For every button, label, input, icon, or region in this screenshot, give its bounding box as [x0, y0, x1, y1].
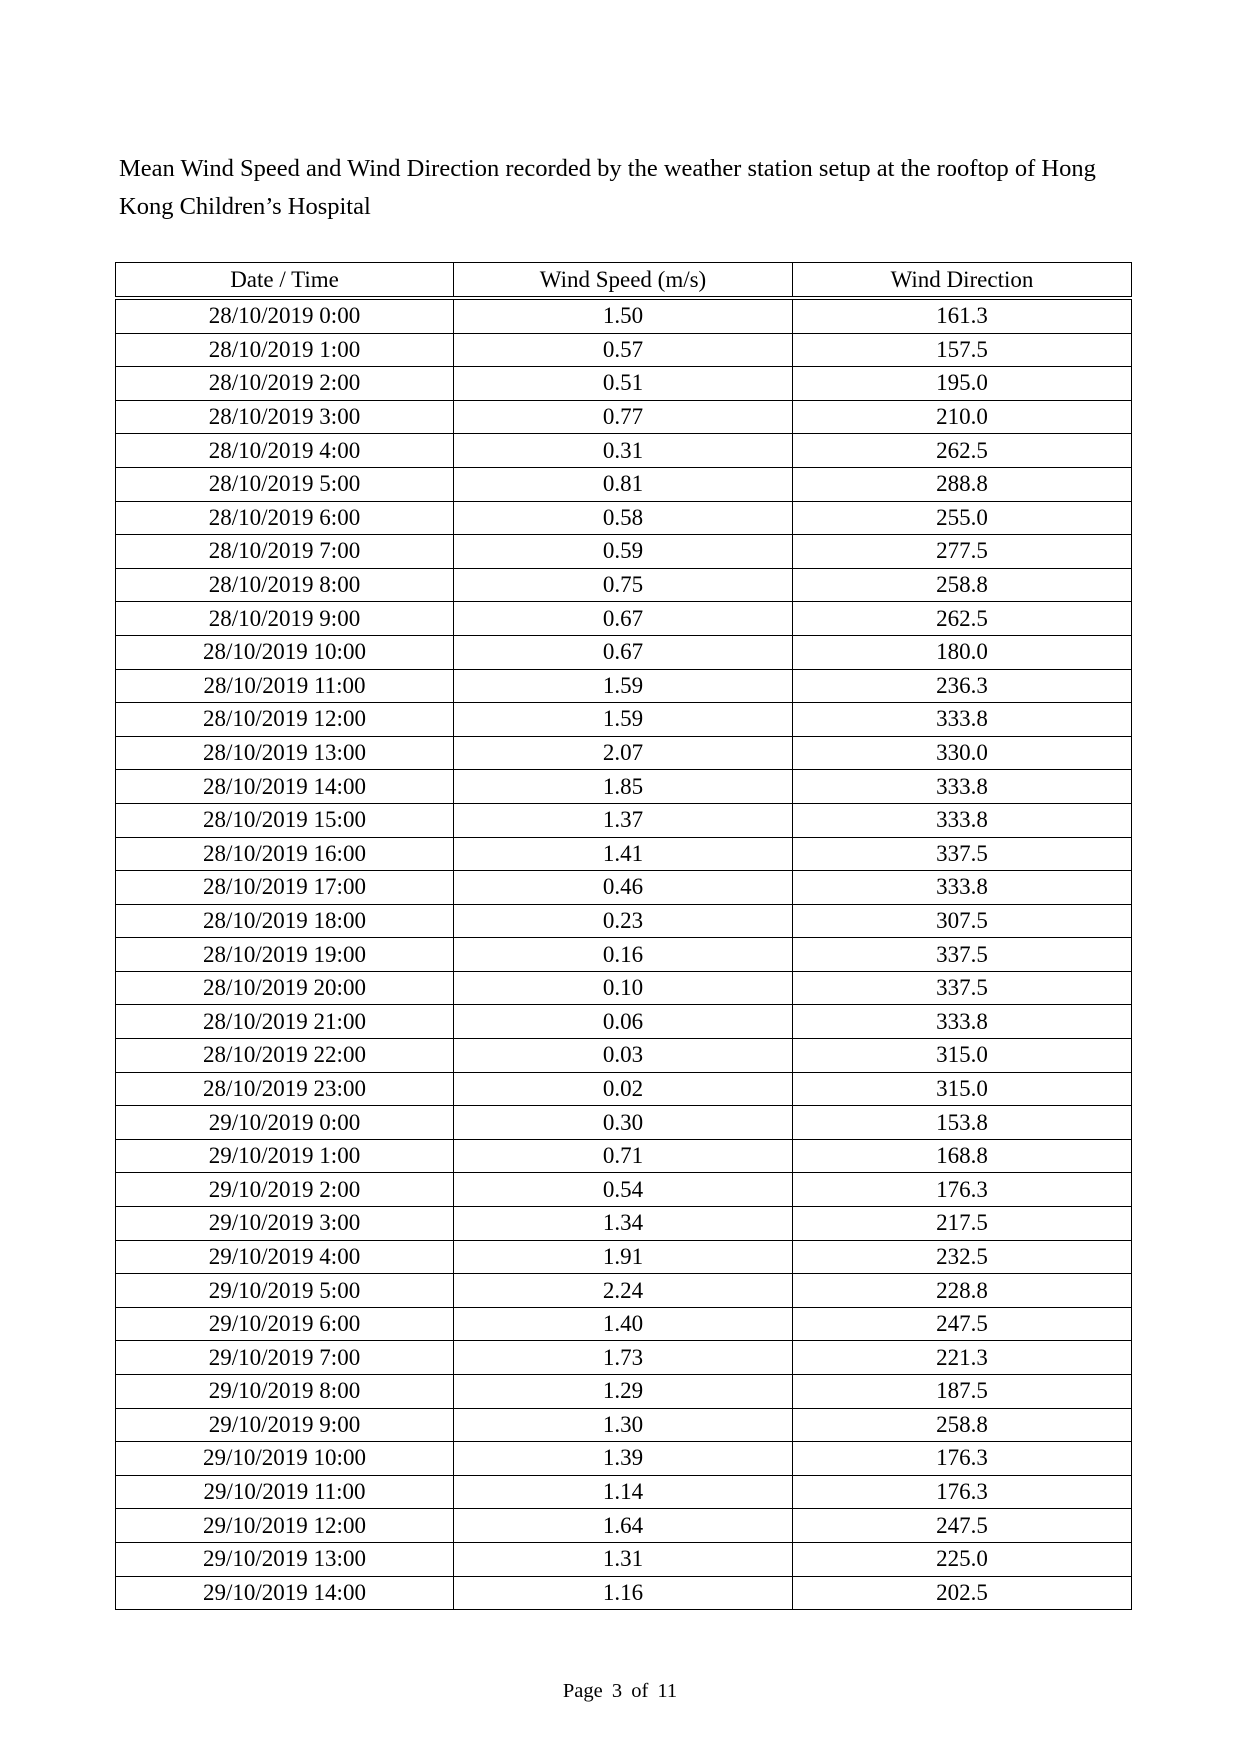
cell-date-time: 29/10/2019 8:00: [116, 1375, 454, 1409]
table-row: [116, 770, 1132, 804]
table-row: [116, 635, 1132, 669]
header-wind-direction: Wind Direction: [793, 263, 1132, 299]
cell-date-time: 29/10/2019 5:00: [116, 1274, 454, 1308]
cell-wind-speed: 1.31: [454, 1542, 793, 1576]
cell-wind-speed: 0.59: [454, 535, 793, 569]
cell-date-time: 29/10/2019 7:00: [116, 1341, 454, 1375]
cell-date-time: 28/10/2019 2:00: [116, 367, 454, 401]
table-row: [116, 1408, 1132, 1442]
cell-date-time: 28/10/2019 9:00: [116, 602, 454, 636]
cell-date-time: 29/10/2019 0:00: [116, 1106, 454, 1140]
table-row: [116, 400, 1132, 434]
cell-date-time: 28/10/2019 12:00: [116, 703, 454, 737]
table-row: [116, 467, 1132, 501]
cell-wind-speed: 0.31: [454, 434, 793, 468]
table-row: [116, 1207, 1132, 1241]
cell-wind-direction: 258.8: [793, 1408, 1132, 1442]
cell-wind-direction: 217.5: [793, 1207, 1132, 1241]
cell-wind-direction: 176.3: [793, 1442, 1132, 1476]
cell-wind-speed: 0.02: [454, 1072, 793, 1106]
cell-date-time: 28/10/2019 11:00: [116, 669, 454, 703]
cell-date-time: 28/10/2019 21:00: [116, 1005, 454, 1039]
cell-date-time: 28/10/2019 7:00: [116, 535, 454, 569]
cell-wind-speed: 1.29: [454, 1375, 793, 1409]
cell-date-time: 28/10/2019 3:00: [116, 400, 454, 434]
cell-wind-direction: 210.0: [793, 400, 1132, 434]
cell-wind-speed: 1.64: [454, 1509, 793, 1543]
table-row: [116, 971, 1132, 1005]
cell-date-time: 28/10/2019 17:00: [116, 871, 454, 905]
table-row: [116, 333, 1132, 367]
table-row: [116, 568, 1132, 602]
cell-wind-direction: 236.3: [793, 669, 1132, 703]
cell-wind-speed: 0.03: [454, 1039, 793, 1073]
cell-date-time: 28/10/2019 0:00: [116, 298, 454, 333]
cell-wind-speed: 1.40: [454, 1307, 793, 1341]
table-row: [116, 1475, 1132, 1509]
cell-wind-speed: 0.06: [454, 1005, 793, 1039]
table-row: [116, 1274, 1132, 1308]
cell-wind-direction: 180.0: [793, 635, 1132, 669]
cell-wind-direction: 247.5: [793, 1307, 1132, 1341]
cell-wind-direction: 333.8: [793, 1005, 1132, 1039]
table-row: [116, 535, 1132, 569]
cell-date-time: 28/10/2019 4:00: [116, 434, 454, 468]
cell-wind-direction: 247.5: [793, 1509, 1132, 1543]
cell-wind-direction: 168.8: [793, 1139, 1132, 1173]
cell-wind-speed: 0.23: [454, 904, 793, 938]
cell-wind-speed: 0.75: [454, 568, 793, 602]
table-row: [116, 1240, 1132, 1274]
cell-wind-speed: 1.85: [454, 770, 793, 804]
cell-wind-speed: 0.57: [454, 333, 793, 367]
cell-wind-speed: 1.59: [454, 669, 793, 703]
cell-wind-speed: 1.91: [454, 1240, 793, 1274]
cell-date-time: 29/10/2019 4:00: [116, 1240, 454, 1274]
cell-date-time: 28/10/2019 16:00: [116, 837, 454, 871]
cell-wind-direction: 187.5: [793, 1375, 1132, 1409]
cell-wind-speed: 0.10: [454, 971, 793, 1005]
table-row: [116, 703, 1132, 737]
cell-date-time: 29/10/2019 10:00: [116, 1442, 454, 1476]
cell-wind-direction: 258.8: [793, 568, 1132, 602]
cell-wind-speed: 0.77: [454, 400, 793, 434]
table-row: [116, 1106, 1132, 1140]
table-row: [116, 1576, 1132, 1610]
cell-wind-speed: 0.46: [454, 871, 793, 905]
cell-wind-speed: 1.37: [454, 803, 793, 837]
cell-date-time: 28/10/2019 22:00: [116, 1039, 454, 1073]
cell-date-time: 29/10/2019 6:00: [116, 1307, 454, 1341]
cell-wind-direction: 337.5: [793, 938, 1132, 972]
cell-wind-direction: 333.8: [793, 770, 1132, 804]
cell-wind-speed: 2.24: [454, 1274, 793, 1308]
cell-wind-speed: 1.50: [454, 298, 793, 333]
cell-wind-direction: 277.5: [793, 535, 1132, 569]
cell-wind-direction: 288.8: [793, 467, 1132, 501]
cell-wind-direction: 337.5: [793, 837, 1132, 871]
cell-wind-speed: 1.41: [454, 837, 793, 871]
cell-wind-direction: 255.0: [793, 501, 1132, 535]
cell-wind-direction: 176.3: [793, 1173, 1132, 1207]
cell-wind-direction: 202.5: [793, 1576, 1132, 1610]
table-row: [116, 298, 1132, 333]
cell-wind-direction: 315.0: [793, 1072, 1132, 1106]
cell-wind-speed: 1.39: [454, 1442, 793, 1476]
table-row: [116, 1542, 1132, 1576]
cell-date-time: 29/10/2019 13:00: [116, 1542, 454, 1576]
table-row: [116, 501, 1132, 535]
table-row: [116, 904, 1132, 938]
cell-date-time: 28/10/2019 23:00: [116, 1072, 454, 1106]
cell-wind-direction: 195.0: [793, 367, 1132, 401]
cell-wind-direction: 333.8: [793, 703, 1132, 737]
cell-wind-speed: 0.71: [454, 1139, 793, 1173]
page-number: Page 3 of 11: [562, 1680, 678, 1702]
cell-date-time: 29/10/2019 12:00: [116, 1509, 454, 1543]
table-caption: Mean Wind Speed and Wind Direction recorded by the weather station setup at the rooftop of Hong Kong Children’s Hospital: [119, 155, 1096, 220]
cell-wind-speed: 0.54: [454, 1173, 793, 1207]
cell-date-time: 28/10/2019 8:00: [116, 568, 454, 602]
table-row: [116, 602, 1132, 636]
cell-date-time: 29/10/2019 1:00: [116, 1139, 454, 1173]
cell-wind-direction: 262.5: [793, 602, 1132, 636]
cell-wind-speed: 1.30: [454, 1408, 793, 1442]
cell-wind-direction: 161.3: [793, 298, 1132, 333]
cell-date-time: 29/10/2019 9:00: [116, 1408, 454, 1442]
cell-wind-direction: 228.8: [793, 1274, 1132, 1308]
cell-wind-direction: 262.5: [793, 434, 1132, 468]
cell-wind-speed: 0.30: [454, 1106, 793, 1140]
table-row: [116, 1375, 1132, 1409]
cell-date-time: 28/10/2019 6:00: [116, 501, 454, 535]
table-row: [116, 1005, 1132, 1039]
table-row: [116, 736, 1132, 770]
cell-wind-speed: 1.16: [454, 1576, 793, 1610]
cell-wind-direction: 333.8: [793, 803, 1132, 837]
table-row: [116, 1341, 1132, 1375]
table-row: [116, 1139, 1132, 1173]
cell-wind-direction: 176.3: [793, 1475, 1132, 1509]
cell-wind-speed: 0.51: [454, 367, 793, 401]
cell-date-time: 29/10/2019 3:00: [116, 1207, 454, 1241]
cell-wind-direction: 333.8: [793, 871, 1132, 905]
table-body: [116, 298, 1132, 1610]
table-row: [116, 669, 1132, 703]
cell-date-time: 28/10/2019 14:00: [116, 770, 454, 804]
cell-date-time: 28/10/2019 10:00: [116, 635, 454, 669]
cell-date-time: 28/10/2019 5:00: [116, 467, 454, 501]
table-row: [116, 871, 1132, 905]
cell-wind-speed: 0.67: [454, 602, 793, 636]
cell-date-time: 29/10/2019 2:00: [116, 1173, 454, 1207]
cell-wind-direction: 157.5: [793, 333, 1132, 367]
cell-wind-direction: 315.0: [793, 1039, 1132, 1073]
table-row: [116, 1442, 1132, 1476]
cell-date-time: 28/10/2019 1:00: [116, 333, 454, 367]
cell-wind-direction: 153.8: [793, 1106, 1132, 1140]
table-row: [116, 837, 1132, 871]
cell-wind-speed: 0.16: [454, 938, 793, 972]
cell-wind-direction: 232.5: [793, 1240, 1132, 1274]
table-row: [116, 938, 1132, 972]
header-date-time: Date / Time: [116, 263, 454, 299]
wind-data-table: [115, 262, 1132, 1610]
cell-wind-speed: 0.58: [454, 501, 793, 535]
table-row: [116, 803, 1132, 837]
cell-date-time: 28/10/2019 13:00: [116, 736, 454, 770]
cell-date-time: 28/10/2019 19:00: [116, 938, 454, 972]
cell-date-time: 28/10/2019 18:00: [116, 904, 454, 938]
cell-wind-direction: 337.5: [793, 971, 1132, 1005]
table-row: [116, 1307, 1132, 1341]
table-row: [116, 1072, 1132, 1106]
table-row: [116, 1509, 1132, 1543]
table-row: [116, 1173, 1132, 1207]
cell-date-time: 28/10/2019 20:00: [116, 971, 454, 1005]
cell-date-time: 29/10/2019 14:00: [116, 1576, 454, 1610]
cell-wind-direction: 307.5: [793, 904, 1132, 938]
table-row: [116, 434, 1132, 468]
cell-wind-direction: 330.0: [793, 736, 1132, 770]
cell-wind-direction: 225.0: [793, 1542, 1132, 1576]
table-row: [116, 1039, 1132, 1073]
cell-wind-speed: 2.07: [454, 736, 793, 770]
cell-date-time: 28/10/2019 15:00: [116, 803, 454, 837]
cell-date-time: 29/10/2019 11:00: [116, 1475, 454, 1509]
cell-wind-speed: 0.81: [454, 467, 793, 501]
table-row: [116, 367, 1132, 401]
header-wind-speed: Wind Speed (m/s): [454, 263, 793, 299]
cell-wind-speed: 0.67: [454, 635, 793, 669]
cell-wind-speed: 1.14: [454, 1475, 793, 1509]
cell-wind-speed: 1.34: [454, 1207, 793, 1241]
table-header-row: [116, 263, 1132, 299]
cell-wind-speed: 1.73: [454, 1341, 793, 1375]
cell-wind-speed: 1.59: [454, 703, 793, 737]
cell-wind-direction: 221.3: [793, 1341, 1132, 1375]
